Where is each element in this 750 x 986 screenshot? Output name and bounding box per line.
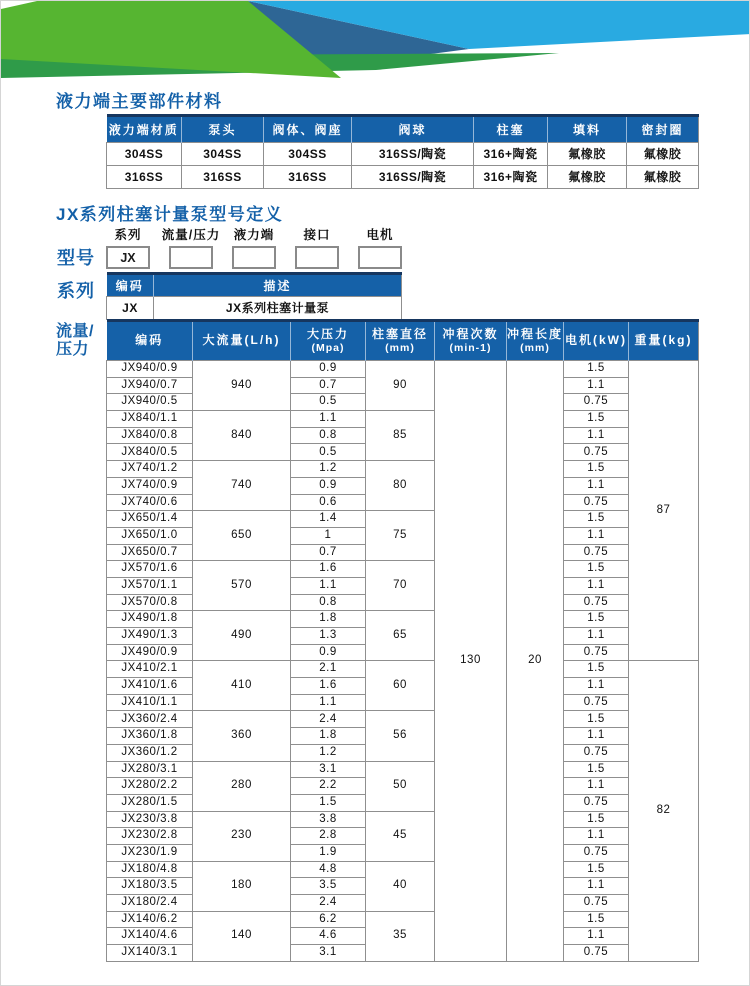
materials-col-header: 泵头 (182, 116, 264, 143)
flow-pressure-col-header: 编码 (107, 321, 193, 361)
flow-cell: 410 (193, 661, 291, 711)
pressure-cell: 6.2 (291, 911, 366, 928)
diameter-cell: 65 (366, 611, 435, 661)
code-cell: JX570/1.6 (107, 561, 193, 578)
code-cell: JX940/0.7 (107, 377, 193, 394)
flow-pressure-col-header: 重量(kg) (629, 321, 699, 361)
pressure-cell: 2.4 (291, 895, 366, 912)
materials-cell: 氟橡胶 (627, 166, 699, 189)
materials-col-header: 阀球 (352, 116, 474, 143)
flow-pressure-col-header-unit: (mm) (520, 341, 550, 354)
materials-cell: 316+陶瓷 (474, 166, 548, 189)
pressure-cell: 1.6 (291, 678, 366, 695)
pressure-cell: 0.8 (291, 427, 366, 444)
decorative-banner (1, 1, 750, 81)
motor-power-cell: 1.1 (564, 778, 629, 795)
flow-cell: 140 (193, 911, 291, 961)
pressure-cell: 0.5 (291, 444, 366, 461)
materials-col-header: 柱塞 (474, 116, 548, 143)
materials-cell: 氟橡胶 (627, 143, 699, 166)
diameter-cell: 35 (366, 911, 435, 961)
flow-pressure-col-header: 电机(kW) (564, 321, 629, 361)
motor-power-cell: 1.5 (564, 411, 629, 428)
model-def-section-title: JX系列柱塞计量泵型号定义 (56, 205, 284, 224)
flow-cell: 650 (193, 511, 291, 561)
code-cell: JX280/2.2 (107, 778, 193, 795)
flow-pressure-row (107, 411, 699, 428)
materials-cell: 316SS/陶瓷 (352, 143, 474, 166)
pressure-cell: 3.1 (291, 945, 366, 962)
series-cell: JX (107, 297, 154, 320)
pressure-cell: 0.7 (291, 544, 366, 561)
weight-cell: 87 (629, 361, 699, 661)
diameter-cell: 85 (366, 411, 435, 461)
motor-power-cell: 1.5 (564, 661, 629, 678)
flow-pressure-col-header-unit: (min-1) (449, 341, 492, 354)
stroke-length-cell: 20 (507, 361, 564, 962)
diameter-cell: 50 (366, 761, 435, 811)
flow-pressure-col-header-unit: (Mpa) (311, 341, 345, 354)
motor-power-cell: 0.75 (564, 444, 629, 461)
flow-pressure-row (107, 911, 699, 928)
code-cell: JX490/1.8 (107, 611, 193, 628)
motor-power-cell: 1.1 (564, 728, 629, 745)
pressure-cell: 3.1 (291, 761, 366, 778)
model-field-label: 电机 (366, 228, 394, 242)
flow-cell: 840 (193, 411, 291, 461)
code-cell: JX490/1.3 (107, 628, 193, 645)
materials-cell: 304SS (107, 143, 182, 166)
model-field-box (232, 246, 276, 269)
code-cell: JX180/4.8 (107, 861, 193, 878)
series-row (107, 297, 402, 320)
pressure-cell: 2.2 (291, 778, 366, 795)
flow-pressure-table (106, 319, 699, 962)
pressure-cell: 1.3 (291, 628, 366, 645)
diameter-cell: 40 (366, 861, 435, 911)
motor-power-cell: 0.75 (564, 494, 629, 511)
code-cell: JX570/0.8 (107, 594, 193, 611)
diameter-cell: 80 (366, 461, 435, 511)
model-field-label: 接口 (303, 228, 331, 242)
diameter-cell: 45 (366, 811, 435, 861)
motor-power-cell: 1.1 (564, 828, 629, 845)
model-field-box (358, 246, 402, 269)
materials-cell: 304SS (182, 143, 264, 166)
pressure-cell: 1.8 (291, 728, 366, 745)
flow-pressure-header-row (107, 321, 699, 361)
pressure-cell: 3.8 (291, 811, 366, 828)
diameter-cell: 56 (366, 711, 435, 761)
motor-power-cell: 1.1 (564, 527, 629, 544)
motor-power-cell: 0.75 (564, 794, 629, 811)
flow-cell: 230 (193, 811, 291, 861)
model-side-label: 型号 (57, 248, 95, 268)
code-cell: JX360/1.8 (107, 728, 193, 745)
code-cell: JX280/3.1 (107, 761, 193, 778)
pressure-cell: 1.8 (291, 611, 366, 628)
flow-pressure-col-header: 大流量(L/h) (193, 321, 291, 361)
code-cell: JX230/3.8 (107, 811, 193, 828)
diameter-cell: 70 (366, 561, 435, 611)
flow-cell: 490 (193, 611, 291, 661)
flow-pressure-col-header: 柱塞直径 (mm) (366, 321, 435, 361)
motor-power-cell: 1.5 (564, 461, 629, 478)
pressure-cell: 1.2 (291, 461, 366, 478)
flow-pressure-row (107, 361, 699, 378)
motor-power-cell: 0.75 (564, 644, 629, 661)
stroke-rate-cell: 130 (435, 361, 507, 962)
flow-pressure-row (107, 511, 699, 528)
code-cell: JX360/1.2 (107, 744, 193, 761)
pressure-cell: 4.8 (291, 861, 366, 878)
motor-power-cell: 0.75 (564, 945, 629, 962)
code-cell: JX410/2.1 (107, 661, 193, 678)
motor-power-cell: 1.1 (564, 678, 629, 695)
diameter-cell: 90 (366, 361, 435, 411)
flow-cell: 280 (193, 761, 291, 811)
code-cell: JX140/3.1 (107, 945, 193, 962)
code-cell: JX230/2.8 (107, 828, 193, 845)
flow-pressure-col-header: 大压力 (Mpa) (291, 321, 366, 361)
motor-power-cell: 1.5 (564, 761, 629, 778)
materials-cell: 304SS (264, 143, 352, 166)
series-col-header: 描述 (154, 274, 402, 297)
motor-power-cell: 1.1 (564, 427, 629, 444)
pressure-cell: 0.9 (291, 361, 366, 378)
motor-power-cell: 1.5 (564, 511, 629, 528)
pressure-cell: 0.6 (291, 494, 366, 511)
code-cell: JX740/1.2 (107, 461, 193, 478)
flow-pressure-row (107, 811, 699, 828)
code-cell: JX140/6.2 (107, 911, 193, 928)
flow-pressure-row (107, 461, 699, 478)
flow-pressure-col-header: 冲程次数 (min-1) (435, 321, 507, 361)
materials-col-header: 液力端材质 (107, 116, 182, 143)
motor-power-cell: 1.1 (564, 928, 629, 945)
pressure-cell: 1.6 (291, 561, 366, 578)
code-cell: JX180/3.5 (107, 878, 193, 895)
series-table-header-row (107, 274, 402, 297)
code-cell: JX940/0.9 (107, 361, 193, 378)
flow-pressure-label-line1: 流量/ (56, 323, 94, 340)
series-side-label: 系列 (57, 281, 95, 301)
pressure-cell: 0.9 (291, 477, 366, 494)
pressure-cell: 2.1 (291, 661, 366, 678)
motor-power-cell: 0.75 (564, 844, 629, 861)
model-field-label: 流量/压力 (161, 228, 221, 242)
flow-pressure-side-label (56, 323, 94, 360)
materials-table-header-row (107, 116, 699, 143)
code-cell: JX840/0.5 (107, 444, 193, 461)
flow-pressure-row (107, 761, 699, 778)
pressure-cell: 1 (291, 527, 366, 544)
model-field-label: 系列 (114, 228, 142, 242)
pressure-cell: 0.7 (291, 377, 366, 394)
model-field-box (295, 246, 339, 269)
motor-power-cell: 1.5 (564, 611, 629, 628)
diameter-cell: 75 (366, 511, 435, 561)
flow-pressure-row (107, 561, 699, 578)
pressure-cell: 1.2 (291, 744, 366, 761)
motor-power-cell: 0.75 (564, 594, 629, 611)
flow-pressure-row (107, 661, 699, 678)
flow-cell: 740 (193, 461, 291, 511)
motor-power-cell: 0.75 (564, 544, 629, 561)
series-table (106, 272, 402, 320)
pressure-cell: 0.5 (291, 394, 366, 411)
flow-cell: 180 (193, 861, 291, 911)
pressure-cell: 0.9 (291, 644, 366, 661)
flow-pressure-col-header: 冲程长度 (mm) (507, 321, 564, 361)
model-field (340, 225, 420, 269)
pressure-cell: 3.5 (291, 878, 366, 895)
code-cell: JX230/1.9 (107, 844, 193, 861)
code-cell: JX280/1.5 (107, 794, 193, 811)
flow-cell: 360 (193, 711, 291, 761)
materials-cell: 氟橡胶 (548, 166, 627, 189)
model-field-label: 液力端 (233, 228, 275, 242)
materials-row (107, 166, 699, 189)
code-cell: JX740/0.9 (107, 477, 193, 494)
pressure-cell: 2.4 (291, 711, 366, 728)
flow-cell: 940 (193, 361, 291, 411)
flow-pressure-row (107, 861, 699, 878)
materials-cell: 316SS (107, 166, 182, 189)
series-cell: JX系列柱塞计量泵 (154, 297, 402, 320)
materials-table (106, 114, 699, 189)
motor-power-cell: 0.75 (564, 394, 629, 411)
motor-power-cell: 1.1 (564, 878, 629, 895)
motor-power-cell: 1.5 (564, 911, 629, 928)
flow-cell: 570 (193, 561, 291, 611)
code-cell: JX650/1.4 (107, 511, 193, 528)
motor-power-cell: 1.5 (564, 811, 629, 828)
flow-pressure-col-header-unit: (mm) (385, 341, 415, 354)
materials-cell: 316+陶瓷 (474, 143, 548, 166)
materials-section-title: 液力端主要部件材料 (56, 92, 223, 111)
materials-cell: 316SS/陶瓷 (352, 166, 474, 189)
motor-power-cell: 1.1 (564, 477, 629, 494)
code-cell: JX940/0.5 (107, 394, 193, 411)
pressure-cell: 0.8 (291, 594, 366, 611)
motor-power-cell: 1.1 (564, 377, 629, 394)
pressure-cell: 1.1 (291, 577, 366, 594)
code-cell: JX840/0.8 (107, 427, 193, 444)
code-cell: JX140/4.6 (107, 928, 193, 945)
code-cell: JX570/1.1 (107, 577, 193, 594)
pressure-cell: 1.9 (291, 844, 366, 861)
materials-cell: 氟橡胶 (548, 143, 627, 166)
flow-pressure-row (107, 711, 699, 728)
model-field-box (169, 246, 213, 269)
motor-power-cell: 0.75 (564, 895, 629, 912)
code-cell: JX650/0.7 (107, 544, 193, 561)
motor-power-cell: 0.75 (564, 694, 629, 711)
motor-power-cell: 1.5 (564, 861, 629, 878)
pressure-cell: 1.1 (291, 411, 366, 428)
motor-power-cell: 1.5 (564, 361, 629, 378)
diameter-cell: 60 (366, 661, 435, 711)
code-cell: JX840/1.1 (107, 411, 193, 428)
pressure-cell: 1.5 (291, 794, 366, 811)
code-cell: JX740/0.6 (107, 494, 193, 511)
materials-col-header: 阀体、阀座 (264, 116, 352, 143)
pressure-cell: 1.1 (291, 694, 366, 711)
materials-cell: 316SS (264, 166, 352, 189)
materials-cell: 316SS (182, 166, 264, 189)
motor-power-cell: 1.1 (564, 577, 629, 594)
code-cell: JX410/1.1 (107, 694, 193, 711)
flow-pressure-label-line2: 压力 (56, 341, 90, 359)
code-cell: JX180/2.4 (107, 895, 193, 912)
pressure-cell: 4.6 (291, 928, 366, 945)
flow-pressure-row (107, 611, 699, 628)
pressure-cell: 2.8 (291, 828, 366, 845)
materials-col-header: 填料 (548, 116, 627, 143)
code-cell: JX650/1.0 (107, 527, 193, 544)
series-col-header: 编码 (107, 274, 154, 297)
materials-col-header: 密封圈 (627, 116, 699, 143)
motor-power-cell: 1.5 (564, 711, 629, 728)
code-cell: JX360/2.4 (107, 711, 193, 728)
pressure-cell: 1.4 (291, 511, 366, 528)
motor-power-cell: 0.75 (564, 744, 629, 761)
code-cell: JX410/1.6 (107, 678, 193, 695)
weight-cell: 82 (629, 661, 699, 961)
materials-row (107, 143, 699, 166)
code-cell: JX490/0.9 (107, 644, 193, 661)
motor-power-cell: 1.5 (564, 561, 629, 578)
model-field-box: JX (106, 246, 150, 269)
motor-power-cell: 1.1 (564, 628, 629, 645)
